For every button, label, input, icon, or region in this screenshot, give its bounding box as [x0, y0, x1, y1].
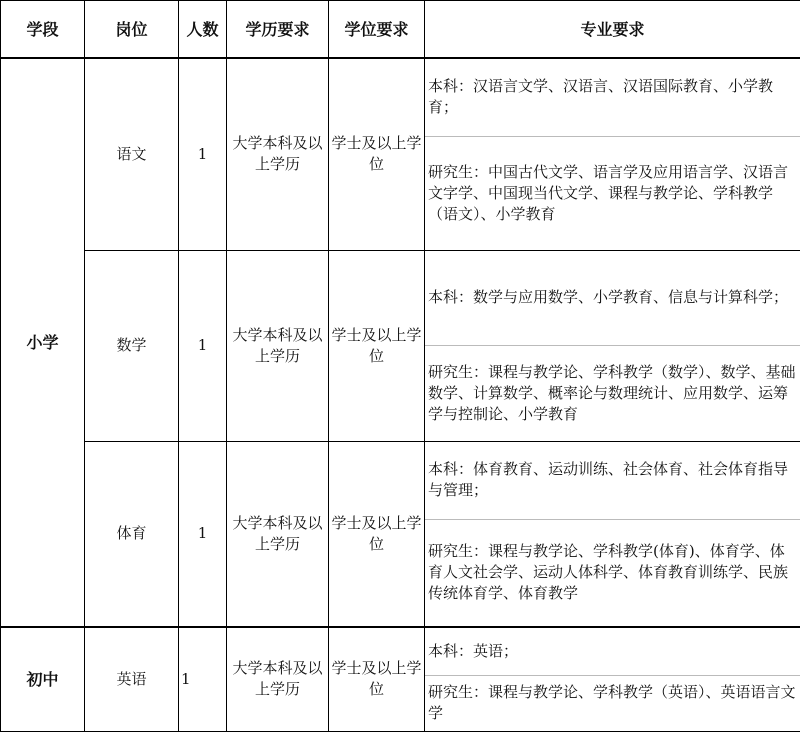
count-cell: 1	[179, 441, 227, 627]
degree-cell: 学士及以上学位	[329, 250, 425, 441]
undergrad-major-cell: 本科：汉语言文学、汉语言、汉语国际教育、小学教育；	[425, 58, 800, 136]
undergrad-major-cell: 本科：英语；	[425, 627, 800, 675]
table-row	[1, 250, 800, 345]
header-row	[1, 1, 800, 59]
header-degree: 学位要求	[329, 1, 425, 59]
header-education: 学历要求	[227, 1, 329, 59]
stage-cell: 小学	[1, 58, 85, 627]
degree-cell: 学士及以上学位	[329, 58, 425, 250]
count-cell: 1	[179, 250, 227, 441]
degree-cell: 学士及以上学位	[329, 627, 425, 731]
table-row	[1, 627, 800, 675]
header-post: 岗位	[85, 1, 179, 59]
postgrad-major-cell: 研究生：课程与教学论、学科教学（英语）、英语语言文学	[425, 675, 800, 731]
undergrad-major-cell: 本科：数学与应用数学、小学教育、信息与计算科学；	[425, 250, 800, 345]
count-cell: 1	[179, 58, 227, 250]
post-cell: 语文	[85, 58, 179, 250]
degree-cell: 学士及以上学位	[329, 441, 425, 627]
header-major: 专业要求	[425, 1, 800, 59]
post-cell: 数学	[85, 250, 179, 441]
undergrad-major-cell: 本科：体育教育、运动训练、社会体育、社会体育指导与管理；	[425, 441, 800, 519]
postgrad-major-cell: 研究生：中国古代文学、语言学及应用语言学、汉语言文字学、中国现当代文学、课程与教学论、学科教学（语文）、小学教育	[425, 136, 800, 250]
postgrad-major-cell: 研究生：课程与教学论、学科教学（数学）、数学、基础数学、计算数学、概率论与数理统计、应用数学、运筹学与控制论、小学教育	[425, 345, 800, 441]
education-cell: 大学本科及以上学历	[227, 627, 329, 731]
education-cell: 大学本科及以上学历	[227, 441, 329, 627]
table-row	[1, 58, 800, 136]
education-cell: 大学本科及以上学历	[227, 58, 329, 250]
education-cell: 大学本科及以上学历	[227, 250, 329, 441]
header-stage: 学段	[1, 1, 85, 59]
post-cell: 体育	[85, 441, 179, 627]
stage-cell: 初中	[1, 627, 85, 731]
postgrad-major-cell: 研究生：课程与教学论、学科教学(体育)、体育学、体育人文社会学、运动人体科学、体育教育训练学、民族传统体育学、体育教学	[425, 519, 800, 627]
table-row	[1, 441, 800, 519]
post-cell: 英语	[85, 627, 179, 731]
header-count: 人数	[179, 1, 227, 59]
count-cell: 1	[179, 627, 227, 731]
